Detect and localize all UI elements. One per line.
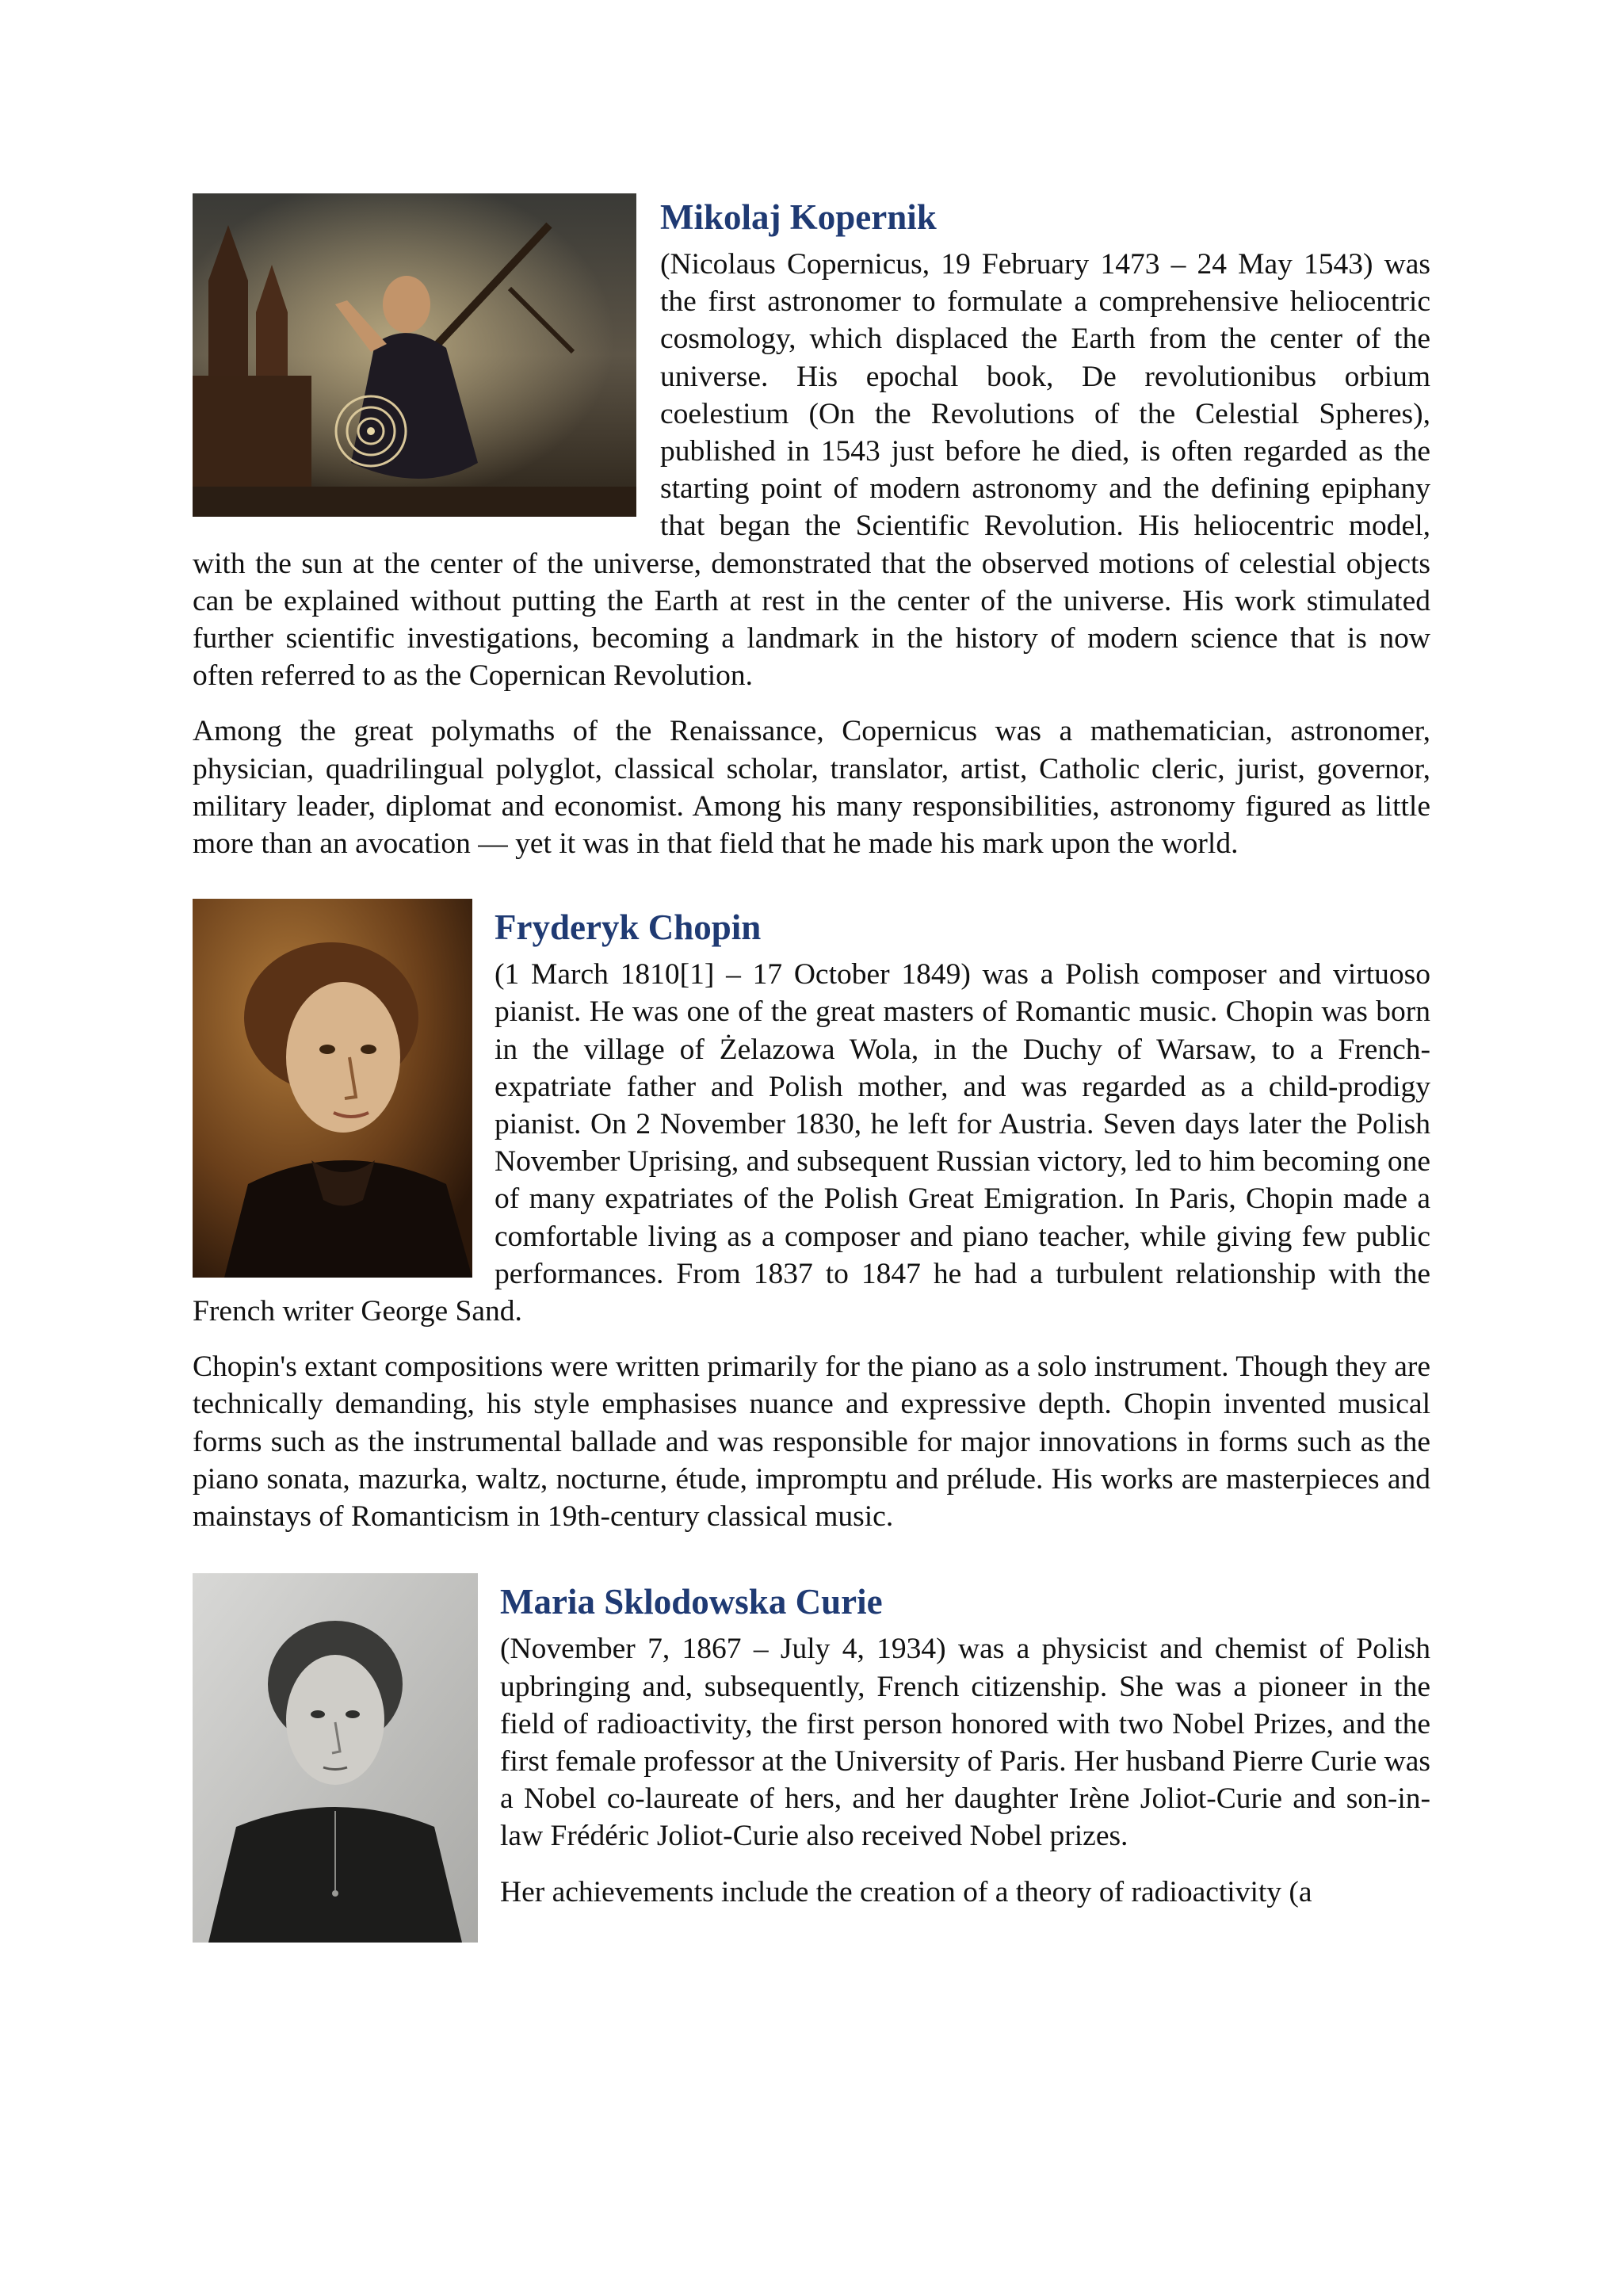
photo-curie-icon <box>193 1573 478 1943</box>
section-chopin <box>193 899 1430 1535</box>
painting-copernicus-icon <box>193 193 636 517</box>
paragraph-curie-2: Her achievements include the creation of a theory of radioactivity (a <box>500 1875 1312 1908</box>
section-title-curie: Maria Sklodowska Curie <box>500 1582 883 1622</box>
paragraph-curie-1: (November 7, 1867 – July 4, 1934) was a physicist and chemist of Polish upbringing and, subsequently, French citizenship. She was a pioneer in the field of radioactivity, the first person honored with two Nobel Prizes, and the first female professor at the University of Paris. Her husband Pierre Curie was a Nobel co-laureate of hers, and her daughter Irène Joliot-Curie and son-in-law Frédéric Joliot-Curie also received Nobel prizes. <box>500 1633 1430 1853</box>
section-title-copernicus: Mikolaj Kopernik <box>660 197 937 237</box>
paragraph-chopin-1: (1 March 1810[1] – 17 October 1849) was a Polish composer and virtuoso pianist. He was one of the great masters of Romantic music. Chopin was born in the village of Żelazowa Wola, in the Duchy of Warsaw, to a French-expatriate father and Polish mother, and was regarded as a child-prodigy pianist. On 2 November 1830, he left for Austria. Seven days later the Polish November Uprising, and subsequent Russian victory, led to him becoming one of many expatriates of the Polish Great Emigration. In Paris, Chopin made a comfortable living as a composer and piano teacher, while giving few public performances. From 1837 to 1847 he had a turbulent relationship with the French writer George Sand. <box>193 958 1430 1328</box>
portrait-chopin-icon <box>193 899 472 1278</box>
paragraph-chopin-2: Chopin's extant compositions were written primarily for the piano as a solo instrument. Though they are technically demanding, his style emphasises nuance and expressive depth. Chopin invented musical forms such as the instrumental ballade and was responsible for major innovations in forms such as the piano sonata, mazurka, waltz, nocturne, étude, impromptu and prélude. His works are masterpieces and mainstays of Romanticism in 19th-century classical music. <box>193 1350 1430 1534</box>
paragraph-copernicus-1: (Nicolaus Copernicus, 19 February 1473 – 24 May 1543) was the first astronomer to formulate a comprehensive heliocentric cosmology, which displaced the Earth from the center of the universe. His epochal book, De revolutionibus orbium coelestium (On the Revolutions of the Celestial Spheres), published in 1543 just before he died, is often regarded as the starting point of modern astronomy and the defining epiphany that began the Scientific Revolution. His heliocentric model, with the sun at the center of the universe, demonstrated that the observed motions of celestial objects can be explained without putting the Earth at rest in the center of the universe. His work stimulated further scientific investigations, becoming a landmark in the history of modern science that is now often referred to as the Copernican Revolution. <box>193 248 1430 693</box>
document-body <box>193 189 1430 1943</box>
section-curie <box>193 1573 1430 1910</box>
section-title-chopin: Fryderyk Chopin <box>495 907 762 948</box>
paragraph-copernicus-2: Among the great polymaths of the Renaissance, Copernicus was a mathematician, astronomer, physician, quadrilingual polyglot, classical scholar, translator, artist, Catholic cleric, jurist, governor, military leader, diplomat and economist. Among his many responsibilities, astronomy figured as little more than an avocation — yet it was in that field that he made his mark upon the world. <box>193 715 1430 861</box>
section-copernicus <box>193 189 1430 862</box>
